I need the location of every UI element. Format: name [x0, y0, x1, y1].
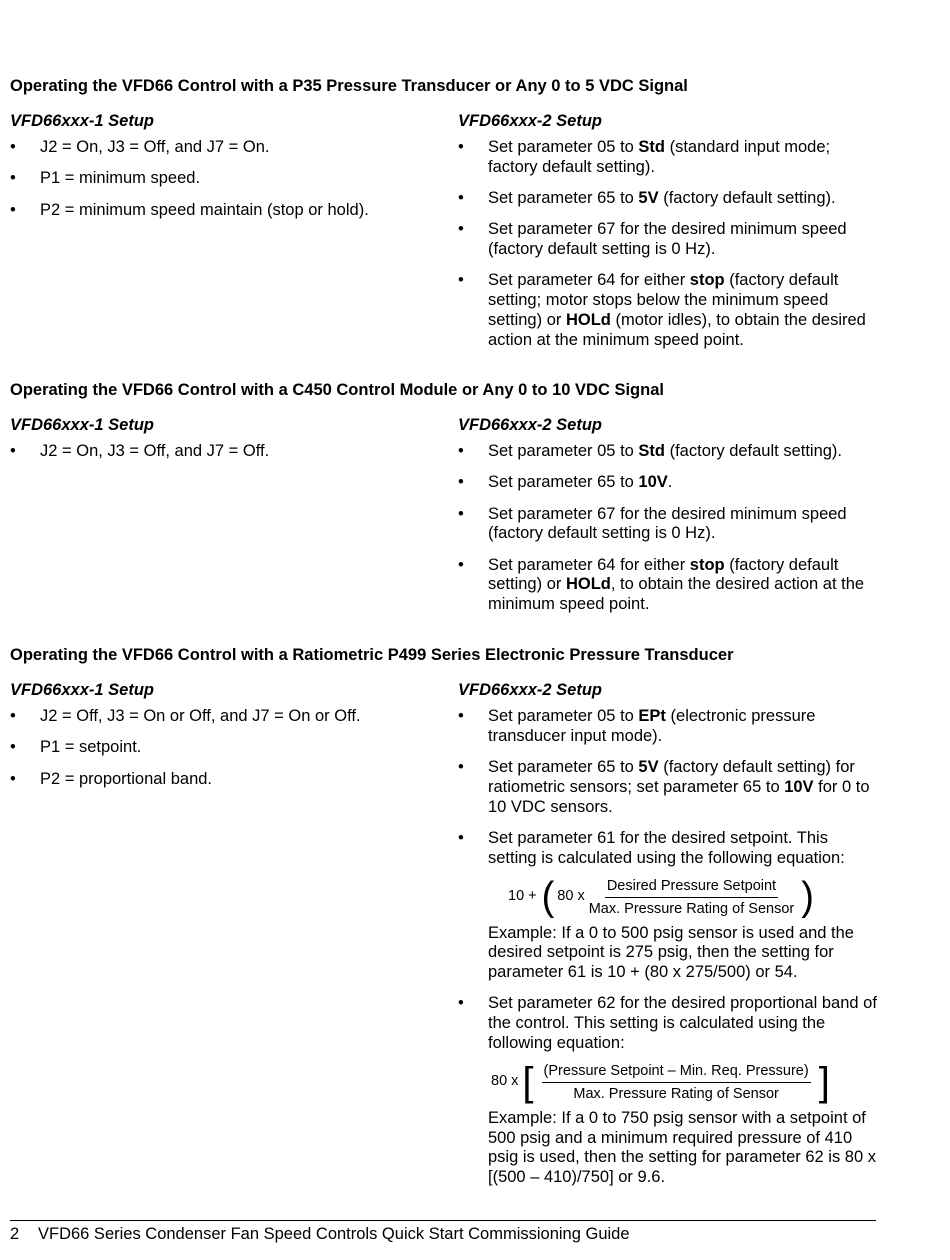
section-title: Operating the VFD66 Control with a Ratiometric P499 Series Electronic Pressure Transducer [10, 646, 734, 664]
setup-1-title: VFD66xxx-1 Setup [10, 112, 154, 130]
list-item: • J2 = Off, J3 = On or Off, and J7 = On or Off. [10, 707, 450, 727]
list-item-setpoint: • Set parameter 61 for the desired setpoint. This setting is calculated using the following equation: 10 + ( 80 x $\frac{\text{Desired Pressure Setpoint}}{\text{Max. Pressure Rating of Sensor}}$ ) Example: If a 0 to 500 psig sensor is used and the desired setpoint is 275 psig, then the setting for parameter 61 is 10 + (80 x 275/500) or 54. [458, 829, 880, 983]
section-title: Operating the VFD66 Control with a P35 Pressure Transducer or Any 0 to 5 VDC Signal [10, 77, 688, 95]
section-c450 [10, 380, 880, 614]
list-item: • P2 = minimum speed maintain (stop or hold). [10, 201, 450, 221]
setup-2-title: VFD66xxx-2 Setup [458, 681, 602, 699]
section-title: Operating the VFD66 Control with a C450 Control Module or Any 0 to 10 VDC Signal [10, 381, 664, 399]
setpoint-equation: 10 + ( 80 x $\frac{\text{Desired Pressure Setpoint}}{\text{Max. Pressure Rating of Sensor}}$ ) [508, 875, 814, 920]
list-item: • Set parameter 65 to 5V (factory default setting) for ratiometric sensors; set parameter 65 to 10V for 0 to 10 VDC sensors. [458, 758, 880, 817]
setup-2-title: VFD66xxx-2 Setup [458, 416, 602, 434]
list-item: • Set parameter 05 to Std (standard input mode; factory default setting). [458, 138, 880, 178]
list-item: • Set parameter 67 for the desired minimum speed (factory default setting is 0 Hz). [458, 220, 880, 260]
list-item: • Set parameter 05 to Std (factory default setting). [458, 442, 880, 462]
band-example: Example: If a 0 to 750 psig sensor with a setpoint of 500 psig and a minimum required pressure of 410 psig is used, then the setting for parameter 62 is 80 x [(500 – 410)/750] or 9.6. [488, 1108, 876, 1187]
setup-2-column [458, 680, 880, 1188]
list-item: • Set parameter 64 for either stop (factory default setting; motor stops below the minimum speed setting) or HOLd (motor idles), to obtain the desired action at the minimum speed point. [458, 271, 880, 350]
list-item-band: • Set parameter 62 for the desired proportional band of the control. This setting is calculated using the following equation: 80 x [ $\frac{\text{(Pressure Setpoint – Min. Req. Pressure)}}{\text{Max. Pressure Rating of Sensor}}$ ] Example: If a 0 to 750 psig sensor with a setpoint of 500 psig and a minimum required pressure of 410 psig is used, then the setting for parameter 62 is 80 x [(500 – 410)/750] or 9.6. [458, 994, 880, 1188]
page-number: 2 [10, 1225, 20, 1243]
list-item: • Set parameter 67 for the desired minimum speed (factory default setting is 0 Hz). [458, 505, 880, 545]
list-item: • Set parameter 64 for either stop (factory default setting) or HOLd, to obtain the desired action at the minimum speed point. [458, 556, 880, 615]
setup-2-title: VFD66xxx-2 Setup [458, 112, 602, 130]
band-equation: 80 x [ $\frac{\text{(Pressure Setpoint – Min. Req. Pressure)}}{\text{Max. Pressure Rating of Sensor}}$ ] [491, 1060, 830, 1105]
list-item: • Set parameter 65 to 10V. [458, 473, 880, 493]
setup-1-column [10, 111, 450, 220]
footer-title: VFD66 Series Condenser Fan Speed Controls Quick Start Commissioning Guide [38, 1225, 630, 1243]
list-item: • Set parameter 05 to EPt (electronic pressure transducer input mode). [458, 707, 880, 747]
list-item: • P2 = proportional band. [10, 770, 450, 790]
list-item: • J2 = On, J3 = Off, and J7 = On. [10, 138, 450, 158]
setpoint-example: Example: If a 0 to 500 psig sensor is used and the desired setpoint is 275 psig, then the setting for parameter 61 is 10 + (80 x 275/500) or 54. [488, 923, 854, 982]
setup-1-title: VFD66xxx-1 Setup [10, 416, 154, 434]
section-p35 [10, 76, 880, 349]
setup-2-column [458, 415, 880, 615]
list-item: • P1 = minimum speed. [10, 169, 450, 189]
list-item: • J2 = On, J3 = Off, and J7 = Off. [10, 442, 450, 462]
setup-2-column [458, 111, 880, 351]
list-item: • P1 = setpoint. [10, 738, 450, 758]
setup-1-column [10, 680, 450, 789]
list-item: • Set parameter 65 to 5V (factory default setting). [458, 189, 880, 209]
setup-1-title: VFD66xxx-1 Setup [10, 681, 154, 699]
setup-1-column [10, 415, 450, 462]
section-p499 [10, 645, 880, 1187]
page-footer [10, 1220, 876, 1244]
